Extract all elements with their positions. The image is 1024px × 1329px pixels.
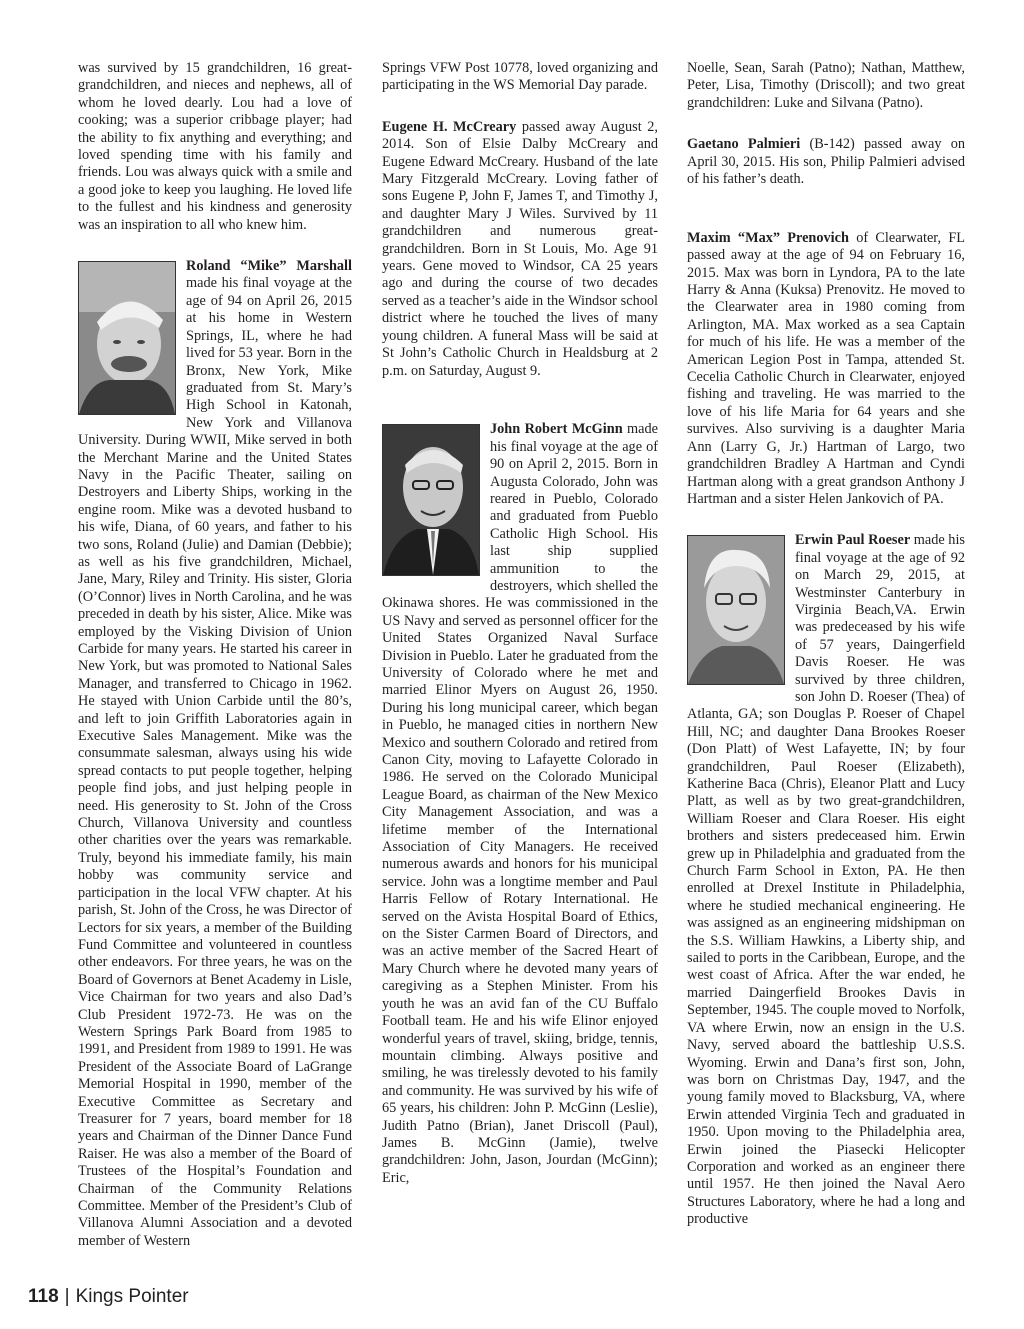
mcginn-text: made his final voyage at the age of 90 on April 2, 2015. Born in Augusta Colorado, John was reared in Pueblo, Colorado and graduated from Pueblo Catholic High School. His last ship supplied ammunition to the destroyers, which shelled the Okinawa shores. He was commissioned in the US Navy and served as personnel officer for the United States Organized Naval Surface Division in Pueblo. Later he graduated from the University of Colorado where he met and married Elinor Myers on August 26, 1950. During his long municipal career, which began in Pueblo, he managed cities in northern New Mexico and southern Colorado and retired from Canon City, moving to Lafayette Colorado in 1986. He served on the Colorado Municipal League Board, as chairman of the New Mexico City Management Association, and was a lifetime member of the International Association of City Managers. He received numerous awards and honors for his municipal service. John was a longtime member and Paul Harris Fellow of Rotary International. He served on the Avista Hospital Board of Ethics, on the Sister Carmen Board of Directors, and was an active member of the Sacred Heart of Mary Church where he devoted many years of caregiving as a Stephen Minister. From his youth he was an avid fan of the CU Buffalo Football team. He and his wife Elinor enjoyed wonderful years of travel, skiing, bridge, tennis, mountain climbing. Always positive and smiling, he was tirelessly devoted to his family and community. He was survived by his wife of 65 years, his children: John P. McGinn (Leslie), Judith Patno (Brian), Janet Driscoll (Paul), James B. McGinn (Jamie), twelve grandchildren: John, Jason, Jourdan (McGinn); Eric, xyxy=(382,421,658,1186)
marshall-name: Roland “Mike” Marshall xyxy=(186,258,352,275)
mccreary-text: passed away August 2, 2014. Son of Elsie Dalby McCreary and Eugene Edward McCreary. Husband of the late Mary Fitzgerald McCreary. Loving father of sons Eugene P, John F, James T, and Timothy J, and daughter Mary J Wiles. Survived by 11 grandchildren and numerous great-grandchildren. Born in St Louis, Mo. Age 91 years. Gene moved to Windsor, CA 25 years ago and during the course of two decades served as a teacher’s aide in the Windsor school district where he touched the lives of many young children. A funeral Mass will be said at St John’s Catholic Church in Healdsburg at 2 p.m. on Saturday, August 9. xyxy=(382,118,658,379)
obituary-marshall xyxy=(78,258,352,1250)
page-number: 118 xyxy=(28,1286,59,1307)
mcginn-name: John Robert McGinn xyxy=(490,421,623,438)
publication-name: Kings Pointer xyxy=(75,1286,189,1307)
column-2 xyxy=(382,60,658,1187)
marshall-photo xyxy=(78,261,176,415)
obituary-continued-text-2: Springs VFW Post 10778, loved organizing and participating in the WS Memorial Day parade. xyxy=(382,60,658,94)
obituary-continued-text-3: Noelle, Sean, Sarah (Patno); Nathan, Matthew, Peter, Lisa, Timothy (Driscoll); and two great grandchildren: Luke and Silvana (Patno). xyxy=(687,60,965,111)
obituary-mccreary xyxy=(382,119,658,380)
prenovich-name: Maxim “Max” Prenovich xyxy=(687,229,849,246)
roeser-photo xyxy=(687,535,785,685)
obituary-roeser xyxy=(687,532,965,1228)
column-1 xyxy=(78,60,352,1250)
marshall-text: made his final voyage at the age of 94 on April 26, 2015 at his home in Western Springs, IL, where he had lived for 53 year. Born in the Bronx, New York, Mike graduated from St. Mary’s High School in Katonah, New York and Villanova University. During WWII, Mike served in both the Merchant Marine and the United States Navy in the Pacific Theater, sailing on Destroyers and Liberty Ships, working in the engine room. Mike was a devoted husband to his wife, Diana, of 60 years, and father to his two sons, Roland (Julie) and Damian (Debbie); as well as his five grandchildren, Michael, Jane, Mary, Riley and Trinity. His sister, Gloria (O’Connor) lives in North Carolina, and he was preceded in death by his sister, Alice. Mike was employed by the Visking Division of Union Carbide for many years. He started his career in New York, but was promoted to National Sales Manager, and transferred to Chicago in 1962. He stayed with Union Carbide until the 80’s, and left to join Griffith Laboratories again in Executive Sales Management. Mike was the consummate salesman, always using his wide spread contacts to put people together, helping people find jobs, and just helping people in need. His generosity to St. John of the Cross Church, Villanova University and countless other charities over the years was remarkable. Truly, beyond his immediate family, his main hobby was community service and participation in the local VFW chapter. At his parish, St. John of the Cross, he was Director of Lectors for six years, a member of the Building Fund Committee and volunteered in countless other endeavors. For three years, he was on the Board of Governors at Benet Academy in Lisle, Vice Chairman for two years and also Dad’s Club President 1972-73. He was on the Western Springs Park Board from 1985 to 1991, and President from 1989 to 1991. He was President of the Associate Board of LaGrange Memorial Hospital in 1990, member of the Executive Committee as Secretary and Treasurer for 7 years, board member for 18 years and Chairman of the Dinner Dance Fund Raiser. He was also a member of the Board of Trustees of the Hospital’s Foundation and Chairman of the Community Relations Committee. Member of the President’s Club of Villanova Alumni Association and a devoted member of Western xyxy=(78,275,352,1249)
column-3 xyxy=(687,60,965,1229)
prenovich-text: of Clearwater, FL passed away at the age of 94 on February 16, 2015. Max was born in Lyndora, PA to the late Harry & Anna (Kuksa) Prenovitz. He moved to the Clearwater area in 1980 coming from Arlington, MA. Max worked as a sea Captain for much of his life. He was a member of the American Legion Post in Tampa, attended St. Cecelia Catholic Church in Clearwater, enjoyed fishing and traveling. He was married to the love of his life Maria for 64 years and she survives. Also surviving is a daughter Maria Ann (Larry G, Jr.) Hartman of Largo, two grandchildren Bradley A Hartman and Cyndi Hartman along with a great grandson Anthony J Hartman and a sister Helen Jankovich of PA. xyxy=(687,229,966,507)
obituary-palmieri xyxy=(687,136,965,188)
roeser-name: Erwin Paul Roeser xyxy=(795,532,911,549)
mcginn-photo xyxy=(382,424,480,576)
obituary-prenovich xyxy=(687,230,965,509)
roeser-text: made his final voyage at the age of 92 on March 29, 2015, at Westminster Canterbury in Virginia Beach,VA. Erwin was predeceased by his wife of 57 years, Daingerfield Davis Roeser. He was survived by three children, son John D. Roeser (Thea) of Atlanta, GA; son Douglas P. Roeser of Chapel Hill, NC; and daughter Dana Brookes Roeser (Don Platt) of West Lafayette, IN; by four grandchildren, Paul Roeser (Elizabeth), Katherine Baca (Chris), Eleanor Platt and Lucy Platt, as well as by two great-grandchildren, William Roeser and Clara Roeser. His eight brothers and sisters predeceased him. Erwin grew up in Philadelphia and graduated from the Church Farm School in Exton, PA. He then enrolled at Drexel Institute in Philadelphia, where he studied mechanical engineering. He was assigned as an engineering midshipman on the S.S. William Hawkins, a Liberty ship, and sailed to ports in the Caribbean, Europe, and the west coast of Africa. After the war ended, he married Daingerfield Brookes Davis in September, 1945. The couple moved to Norfolk, VA where Erwin, now an ensign in the U.S. Navy, served aboard the battleship U.S.S. Wyoming. Erwin and Dana’s first son, John, was born on Christmas Day, 1947, and the young family moved to Blacksburg, VA, where Erwin attended Virginia Tech and graduated in 1950. Upon moving to the Philadelphia area, Erwin joined the Piasecki Helicopter Corporation and worked as an engineer there until 1957. He then joined the Naval Aero Structures Laboratory, where he had a long and productive xyxy=(687,532,965,1228)
palmieri-name: Gaetano Palmieri xyxy=(687,136,801,153)
page-footer xyxy=(28,1286,189,1308)
obituary-continued-text: was survived by 15 grandchildren, 16 great-grandchildren, and nieces and nephews, all of whom he loved dearly. Lou had a love of cooking; was a superior cribbage player; had the ability to fix anything and everything; and loved spending time with his family and friends. Lou was always quick with a smile and a good joke to keep you laughing. He loved life to the fullest and his kindness and generosity was an inspiration to all who knew him. xyxy=(78,60,352,233)
footer-separator: | xyxy=(64,1286,70,1307)
obituary-mcginn xyxy=(382,421,658,1187)
mccreary-name: Eugene H. McCreary xyxy=(382,118,517,135)
palmieri-text: (B-142) passed away on April 30, 2015. His son, Philip Palmieri advised of his father’s death. xyxy=(687,136,965,188)
